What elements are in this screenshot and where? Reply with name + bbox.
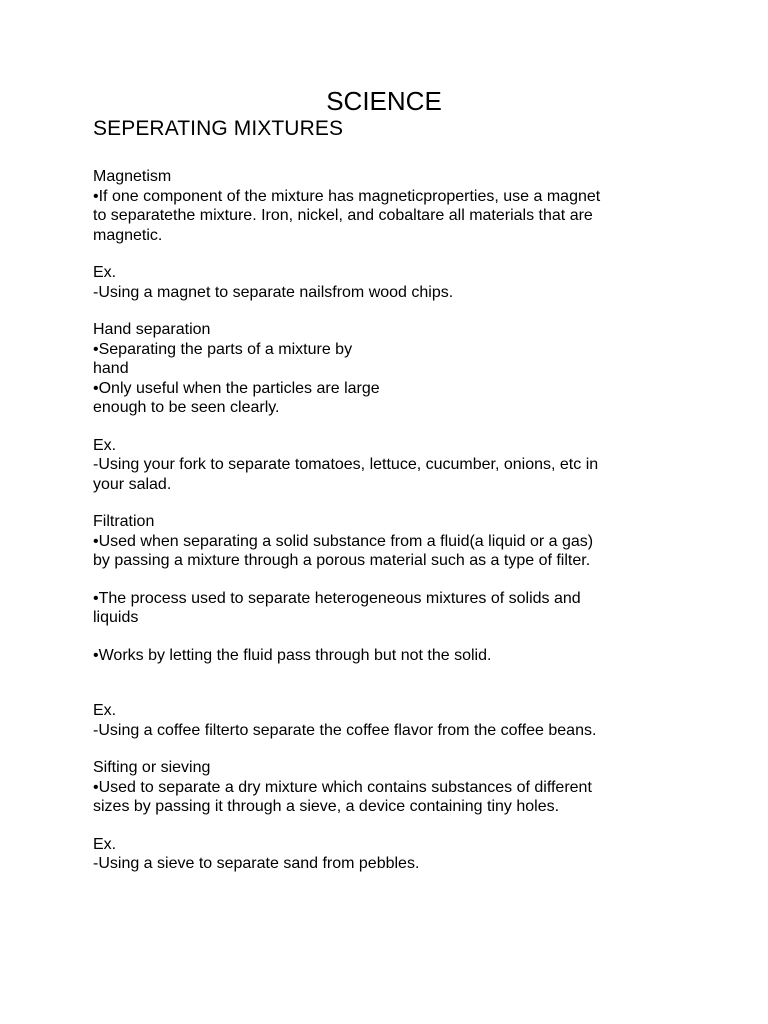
section-heading: Hand separation: [93, 321, 211, 338]
section-hand-separation: [93, 320, 693, 494]
section-filtration: [93, 512, 693, 740]
example-label: Ex.: [93, 264, 117, 281]
bullet-line: liquids: [93, 609, 139, 626]
bullet-line: •Used when separating a solid substance from a fluid(a liquid or a gas): [93, 532, 594, 550]
example-label: Ex.: [93, 436, 117, 454]
section-sifting: [93, 758, 693, 874]
bullet-line: enough to be seen clearly.: [93, 399, 280, 416]
document-body: [93, 167, 693, 874]
example-label: Ex.: [93, 702, 117, 719]
example-text: -Using a magnet to separate nailsfrom wood chips.: [93, 283, 454, 301]
bullet-line: magnetic.: [93, 226, 163, 244]
bullet-line: •Only useful when the particles are large: [93, 379, 380, 397]
bullet-line: hand: [93, 360, 129, 377]
bullet-line: •Works by letting the fluid pass through but not the solid.: [93, 646, 492, 664]
bullet-line: •Used to separate a dry mixture which contains substances of different: [93, 778, 592, 796]
page-title: SCIENCE: [326, 86, 442, 116]
example-label: Ex.: [93, 835, 117, 853]
example-text: -Using a coffee filterto separate the coffee flavor from the coffee beans.: [93, 721, 597, 739]
bullet-line: •If one component of the mixture has magneticproperties, use a magnet: [93, 187, 601, 205]
example-text: -Using a sieve to separate sand from pebbles.: [93, 855, 420, 872]
section-magnetism: [93, 167, 693, 302]
bullet-line: •Separating the parts of a mixture by: [93, 340, 353, 358]
section-heading: Magnetism: [93, 168, 172, 185]
section-heading: Filtration: [93, 513, 155, 530]
bullet-line: sizes by passing it through a sieve, a device containing tiny holes.: [93, 798, 560, 815]
bullet-line: by passing a mixture through a porous material such as a type of filter.: [93, 552, 591, 569]
bullet-line: •The process used to separate heterogeneous mixtures of solids and: [93, 589, 581, 607]
section-heading: Sifting or sieving: [93, 759, 211, 776]
example-text: your salad.: [93, 475, 172, 493]
page-subtitle: SEPERATING MIXTURES: [93, 117, 344, 140]
example-text: -Using your fork to separate tomatoes, lettuce, cucumber, onions, etc in: [93, 456, 599, 473]
bullet-line: to separatethe mixture. Iron, nickel, and cobaltare all materials that are: [93, 207, 593, 224]
